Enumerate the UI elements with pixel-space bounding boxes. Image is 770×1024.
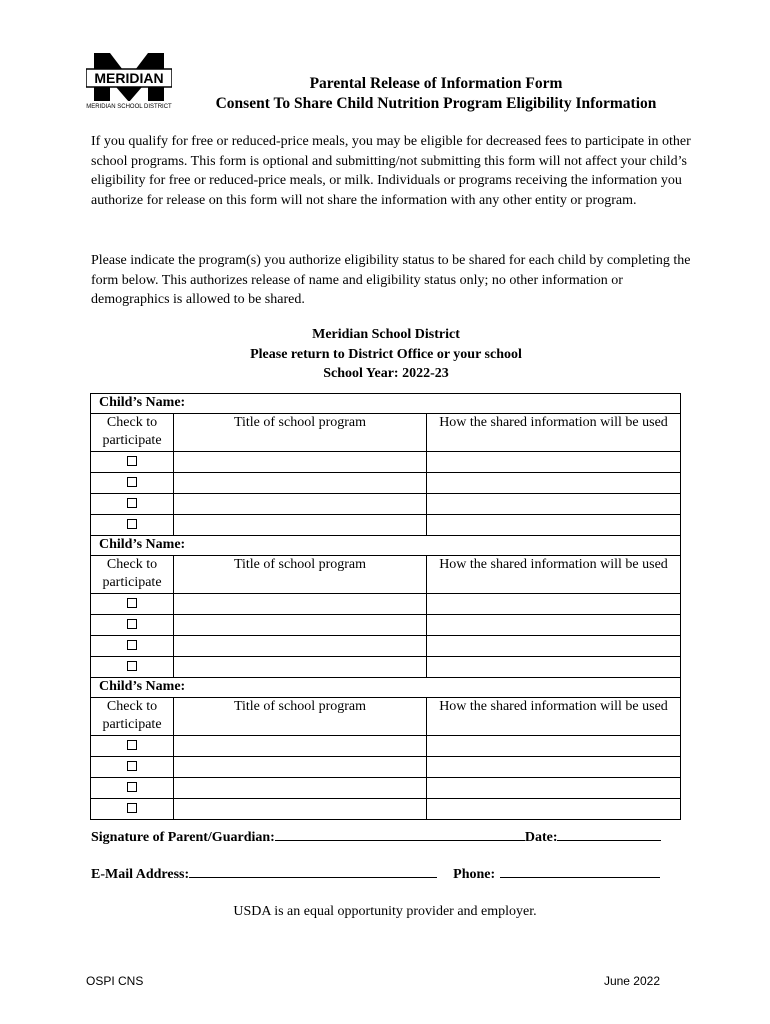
usage-cell[interactable] bbox=[427, 657, 681, 678]
form-title: Parental Release of Information Form bbox=[309, 75, 563, 92]
child-name-field[interactable]: Child’s Name: bbox=[91, 678, 681, 698]
usda-statement: USDA is an equal opportunity provider and employer. bbox=[233, 904, 537, 919]
form-title-block bbox=[176, 74, 696, 114]
participate-checkbox[interactable] bbox=[127, 740, 137, 750]
program-cell[interactable] bbox=[174, 452, 427, 473]
usage-cell[interactable] bbox=[427, 799, 681, 820]
district-info bbox=[91, 325, 681, 384]
date-label: Date: bbox=[524, 830, 558, 845]
participate-checkbox[interactable] bbox=[127, 661, 137, 671]
child-name-field[interactable]: Child’s Name: bbox=[91, 536, 681, 556]
col-check-header: Check to participate bbox=[91, 414, 174, 452]
col-program-header: Title of school program bbox=[174, 556, 427, 594]
program-cell[interactable] bbox=[174, 757, 427, 778]
intro-paragraph-1: If you qualify for free or reduced-price meals, you may be eligible for decreased fees to participate in other school programs. This form is optional and submitting/not submitting this form will not affect your child’s eligibility for free or reduced-price meals, or milk. Individuals or programs receiving the information you authorize for release on this form will not share the information with any other entity or program. bbox=[91, 134, 691, 208]
col-program-header: Title of school program bbox=[174, 414, 427, 452]
phone-field[interactable] bbox=[500, 863, 660, 878]
usage-cell[interactable] bbox=[427, 636, 681, 657]
email-label: E-Mail Address: bbox=[91, 867, 190, 882]
consent-table bbox=[90, 393, 681, 820]
program-cell[interactable] bbox=[174, 594, 427, 615]
participate-checkbox[interactable] bbox=[127, 456, 137, 466]
program-cell[interactable] bbox=[174, 657, 427, 678]
usage-cell[interactable] bbox=[427, 515, 681, 536]
signature-line bbox=[91, 826, 661, 846]
participate-checkbox[interactable] bbox=[127, 619, 137, 629]
return-note: Please return to District Office or your school bbox=[250, 346, 522, 362]
school-year: School Year: 2022-23 bbox=[323, 366, 449, 381]
participate-checkbox[interactable] bbox=[127, 803, 137, 813]
usage-cell[interactable] bbox=[427, 757, 681, 778]
col-check-header: Check to participate bbox=[91, 556, 174, 594]
col-usage-header: How the shared information will be used bbox=[427, 556, 681, 594]
participate-checkbox[interactable] bbox=[127, 761, 137, 771]
program-cell[interactable] bbox=[174, 515, 427, 536]
program-cell[interactable] bbox=[174, 799, 427, 820]
program-cell[interactable] bbox=[174, 736, 427, 757]
participate-checkbox[interactable] bbox=[127, 477, 137, 487]
intro-paragraph-2: Please indicate the program(s) you authorize eligibility status to be shared for each child by completing the form below. This authorizes release of name and eligibility status only; no other information or demographics is allowed to be shared. bbox=[91, 253, 691, 308]
footer-right: June 2022 bbox=[603, 974, 660, 988]
usage-cell[interactable] bbox=[427, 594, 681, 615]
phone-label: Phone: bbox=[453, 867, 496, 882]
form-subtitle: Consent To Share Child Nutrition Program Eligibility Information bbox=[215, 95, 657, 112]
meridian-logo bbox=[86, 52, 172, 110]
usage-cell[interactable] bbox=[427, 452, 681, 473]
program-cell[interactable] bbox=[174, 494, 427, 515]
participate-checkbox[interactable] bbox=[127, 640, 137, 650]
usage-cell[interactable] bbox=[427, 473, 681, 494]
usage-cell[interactable] bbox=[427, 778, 681, 799]
col-usage-header: How the shared information will be used bbox=[427, 698, 681, 736]
program-cell[interactable] bbox=[174, 778, 427, 799]
contact-line bbox=[91, 863, 660, 883]
child-name-field[interactable]: Child’s Name: bbox=[91, 394, 681, 414]
participate-checkbox[interactable] bbox=[127, 598, 137, 608]
usage-cell[interactable] bbox=[427, 736, 681, 757]
col-check-header: Check to participate bbox=[91, 698, 174, 736]
signature-field[interactable] bbox=[275, 826, 525, 841]
logo-name: MERIDIAN bbox=[94, 70, 164, 86]
signature-label: Signature of Parent/Guardian: bbox=[91, 830, 275, 845]
participate-checkbox[interactable] bbox=[127, 782, 137, 792]
participate-checkbox[interactable] bbox=[127, 498, 137, 508]
col-program-header: Title of school program bbox=[174, 698, 427, 736]
program-cell[interactable] bbox=[174, 615, 427, 636]
footer-left: OSPI CNS bbox=[86, 974, 144, 988]
district-name: Meridian School District bbox=[312, 327, 460, 342]
date-field[interactable] bbox=[557, 826, 661, 841]
email-field[interactable] bbox=[189, 863, 437, 878]
participate-checkbox[interactable] bbox=[127, 519, 137, 529]
program-cell[interactable] bbox=[174, 636, 427, 657]
logo-subtitle: MERIDIAN SCHOOL DISTRICT bbox=[86, 104, 172, 110]
col-usage-header: How the shared information will be used bbox=[427, 414, 681, 452]
usage-cell[interactable] bbox=[427, 494, 681, 515]
usage-cell[interactable] bbox=[427, 615, 681, 636]
program-cell[interactable] bbox=[174, 473, 427, 494]
